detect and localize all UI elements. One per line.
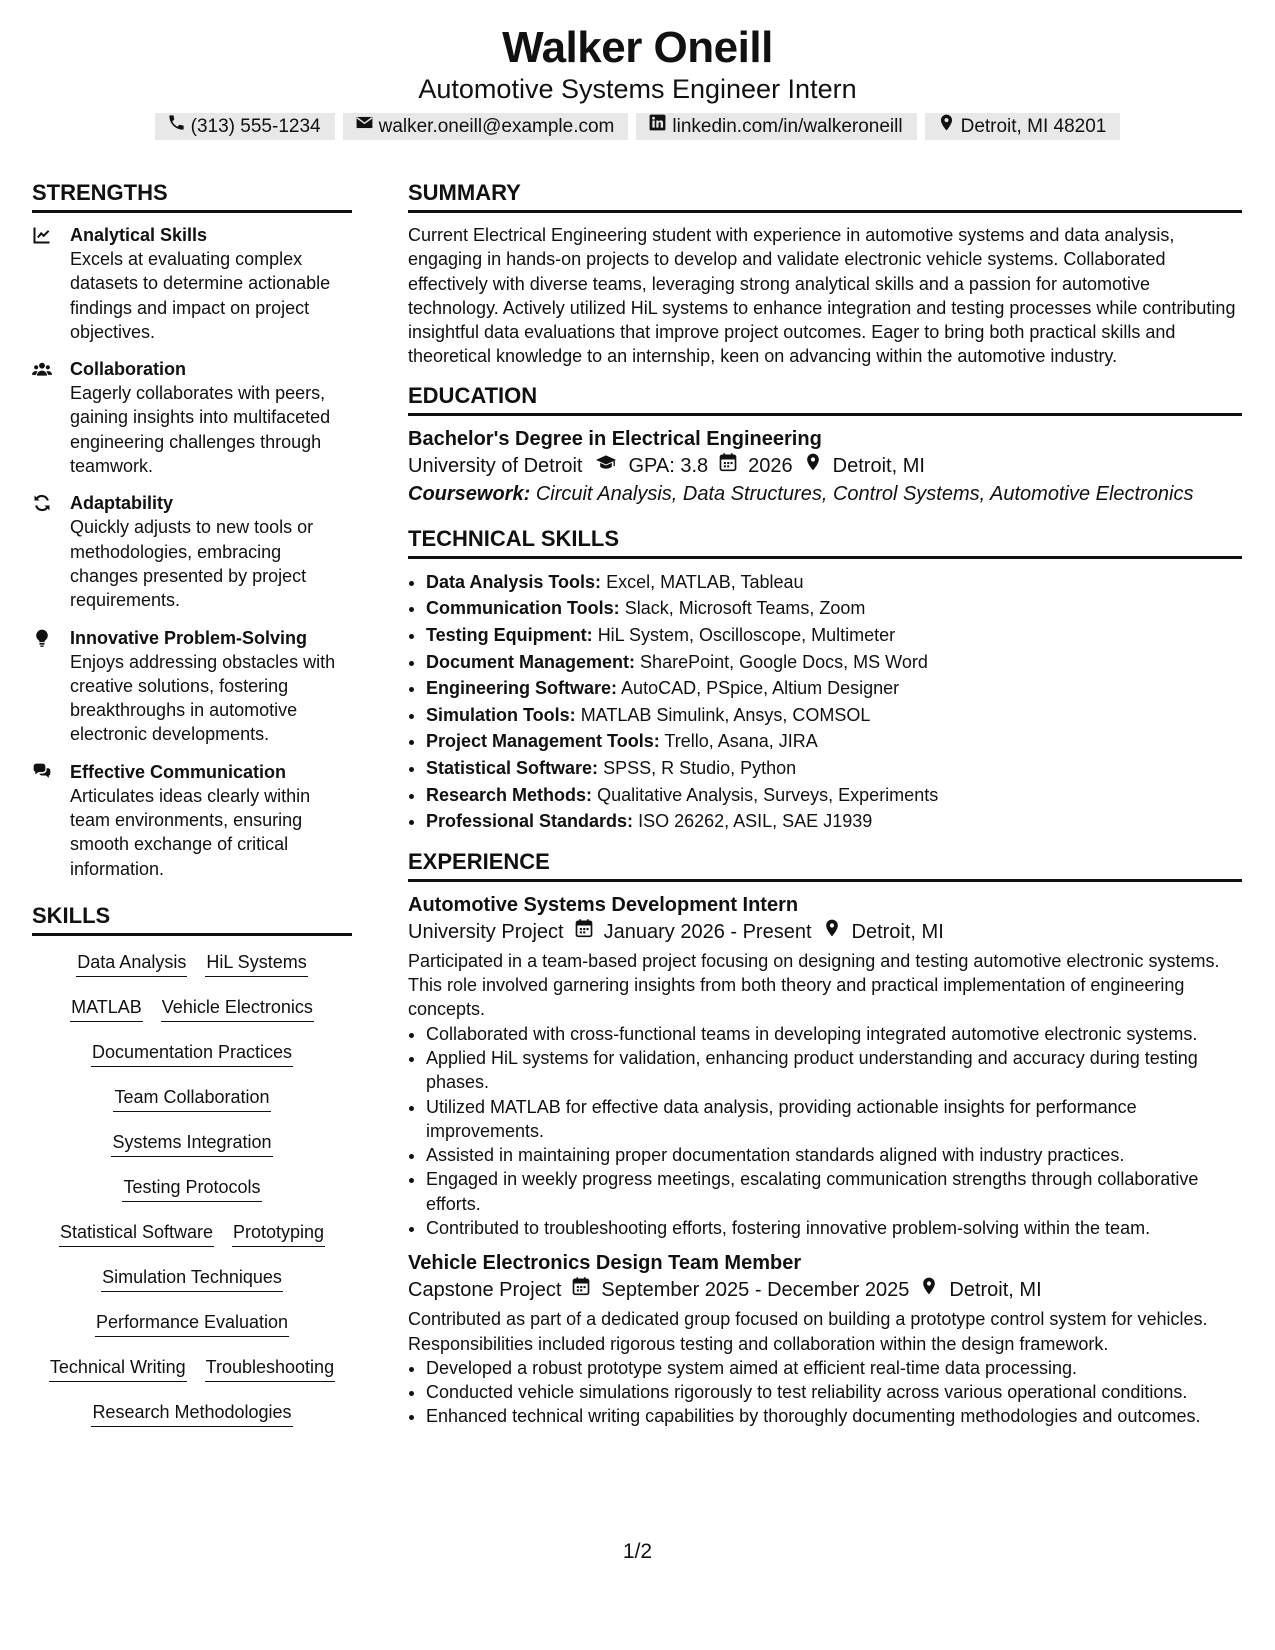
list-item: • Collaborated with cross-functional teams in developing integrated automotive electronic systems. [426, 1022, 1242, 1046]
contact-phone[interactable] [155, 113, 335, 140]
contact-location-text: Detroit, MI 48201 [960, 116, 1107, 137]
strength-item [32, 760, 352, 881]
users-icon [32, 357, 70, 478]
graduation-cap-icon [593, 452, 619, 480]
tech-skill-label: Professional Standards: [426, 811, 634, 832]
tech-skill-value: HiL System, Oscilloscope, Multimeter [597, 624, 896, 645]
strength-desc: Eagerly collaborates with peers, gaining insights into multifaceted engineering challenges through teamwork. [70, 383, 331, 477]
map-pin-icon [937, 113, 956, 140]
gpa: GPA: 3.8 [628, 454, 709, 477]
map-pin-icon [822, 918, 842, 946]
skill-row [32, 1085, 352, 1130]
experience-heading: EXPERIENCE [408, 849, 1242, 882]
page-number: 1/2 [622, 1540, 653, 1563]
skills-heading: SKILLS [32, 903, 352, 936]
skill-tag: Testing Protocols [122, 1175, 261, 1202]
tech-skill-label: Project Management Tools: [426, 731, 660, 752]
job-summary: Contributed as part of a dedicated group focused on building a prototype control system for vehicles. Responsibilities included rigorous testing and collaboration within the design framework. [408, 1309, 1208, 1354]
tech-skill-label: Data Analysis Tools: [426, 571, 602, 592]
tech-skill-value: MATLAB Simulink, Ansys, COMSOL [580, 704, 871, 725]
list-item: • Applied HiL systems for validation, enhancing product understanding and accuracy during testing phases. [426, 1046, 1242, 1095]
summary-text: Current Electrical Engineering student with experience in automotive systems and data analysis, engaging in hands-on projects to develop and validate electronic vehicle systems. Collaborated effectively with diverse teams, leveraging strong analytical skills and a passion for automotive technology. Actively utilized HiL systems to enhance integration and testing processes while contributing insightful data evaluations that improve project outcomes. Eager to bring both practical skills and theoretical knowledge to an internship, keen on advancing within the automotive industry. [408, 225, 1236, 367]
right-column [408, 180, 1242, 1429]
job-dates: January 2026 - Present [603, 920, 812, 943]
skill-tag: Research Methodologies [91, 1400, 292, 1427]
strength-desc: Excels at evaluating complex datasets to determine actionable findings and impact on project objectives. [70, 249, 331, 342]
envelope-icon [355, 113, 374, 140]
linkedin-icon [648, 113, 667, 140]
job-bullets [408, 1356, 1242, 1429]
chart-line-icon [32, 223, 70, 344]
job-dates: September 2025 - December 2025 [601, 1279, 910, 1302]
list-item: • Developed a robust prototype system aimed at efficient real-time data processing. [426, 1356, 1242, 1380]
contact-location [925, 113, 1121, 140]
list-item: • Utilized MATLAB for effective data analysis, providing actionable insights for performance improvements. [426, 1095, 1242, 1144]
skill-row [32, 1175, 352, 1220]
list-item: • Enhanced technical writing capabilities by thoroughly documenting methodologies and outcomes. [426, 1404, 1242, 1428]
list-item [426, 622, 1242, 649]
tech-skill-value: SharePoint, Google Docs, MS Word [640, 651, 928, 672]
skill-tag: Team Collaboration [113, 1085, 270, 1112]
calendar-icon [718, 452, 738, 480]
job-title: Automotive Systems Development Intern [408, 893, 799, 916]
job-meta [408, 1276, 1242, 1304]
skill-tag: MATLAB [70, 995, 143, 1022]
skill-row [32, 1130, 352, 1175]
skill-row [32, 1355, 352, 1400]
list-item [426, 649, 1242, 676]
map-pin-icon [919, 1276, 939, 1304]
contact-email[interactable] [343, 113, 629, 140]
coursework-list: Circuit Analysis, Data Structures, Control Systems, Automotive Electronics [535, 482, 1194, 505]
strength-title: Collaboration [70, 359, 186, 380]
tech-skill-label: Testing Equipment: [426, 624, 593, 645]
skill-tag: Documentation Practices [91, 1040, 293, 1067]
list-item: • Contributed to troubleshooting efforts, fostering innovative problem-solving within the team. [426, 1216, 1242, 1240]
contact-linkedin-text: linkedin.com/in/walkeroneill [672, 116, 903, 137]
tech-skill-value: ISO 26262, ASIL, SAE J1939 [638, 811, 873, 832]
tech-skill-label: Document Management: [426, 651, 636, 672]
skill-tag: HiL Systems [205, 950, 307, 977]
job-summary: Participated in a team-based project focusing on designing and testing automotive electronic systems. This role involved garnering insights from both theory and practical implementation of engineering concepts. [408, 950, 1220, 1020]
skill-tag: Performance Evaluation [95, 1310, 289, 1337]
technical-skills-heading: TECHNICAL SKILLS [408, 526, 1242, 559]
list-item [426, 782, 1242, 809]
skill-row [32, 1400, 352, 1445]
sync-icon [32, 491, 70, 612]
skill-tag: Data Analysis [76, 950, 187, 977]
tech-skill-value: SPSS, R Studio, Python [603, 757, 797, 778]
tech-skill-label: Communication Tools: [426, 598, 620, 619]
candidate-name: Walker Oneill [502, 23, 773, 72]
technical-skills-list [408, 569, 1242, 835]
skill-row [32, 950, 352, 995]
list-item [426, 755, 1242, 782]
tech-skill-label: Research Methods: [426, 784, 593, 805]
skill-tag: Simulation Techniques [101, 1265, 283, 1292]
list-item: • Engaged in weekly progress meetings, escalating communication strengths through collaborative efforts. [426, 1167, 1242, 1216]
coursework-label: Coursework: [408, 482, 531, 505]
skill-row [32, 1040, 352, 1085]
tech-skill-value: Qualitative Analysis, Surveys, Experiments [597, 784, 939, 805]
degree-title: Bachelor's Degree in Electrical Engineering [408, 427, 822, 450]
strength-desc: Articulates ideas clearly within team environments, ensuring smooth exchange of critical information. [70, 785, 311, 879]
job-bullets [408, 1022, 1242, 1241]
strength-title: Analytical Skills [70, 225, 208, 245]
list-item [426, 728, 1242, 755]
list-item [426, 595, 1242, 622]
strength-title: Innovative Problem-Solving [70, 627, 308, 648]
skill-tag: Troubleshooting [205, 1355, 335, 1382]
strength-item [32, 626, 352, 747]
list-item [426, 675, 1242, 702]
job-org: University Project [408, 920, 564, 943]
left-column [32, 180, 352, 1445]
contact-phone-text: (313) 555-1234 [190, 116, 321, 137]
skill-tag: Vehicle Electronics [161, 995, 314, 1022]
job-location: Detroit, MI [851, 920, 944, 943]
skill-row [32, 995, 352, 1040]
tech-skill-value: Trello, Asana, JIRA [664, 731, 818, 752]
list-item [426, 702, 1242, 729]
phone-icon [167, 113, 186, 140]
contact-email-text: walker.oneill@example.com [378, 116, 615, 137]
strength-title: Adaptability [70, 493, 174, 514]
graduation-year: 2026 [748, 454, 793, 477]
strength-desc: Enjoys addressing obstacles with creative solutions, fostering breakthroughs in automotive electronic developments. [70, 651, 336, 745]
skill-row [32, 1265, 352, 1310]
contact-linkedin[interactable] [636, 113, 916, 140]
skill-row [32, 1220, 352, 1265]
list-item: • Conducted vehicle simulations rigorously to test reliability across various operational conditions. [426, 1380, 1242, 1404]
tech-skill-value: Excel, MATLAB, Tableau [606, 571, 804, 592]
strength-desc: Quickly adjusts to new tools or methodologies, embracing changes presented by project requirements. [70, 517, 314, 611]
tech-skill-value: Slack, Microsoft Teams, Zoom [624, 598, 866, 619]
job-title: Vehicle Electronics Design Team Member [408, 1252, 802, 1275]
skill-tag: Technical Writing [49, 1355, 187, 1382]
skills-list [32, 950, 352, 1445]
tech-skill-value: AutoCAD, PSpice, Altium Designer [621, 678, 900, 699]
job-meta [408, 918, 1242, 946]
education-meta [408, 452, 1242, 480]
calendar-icon [574, 918, 594, 946]
map-pin-icon [803, 452, 823, 480]
skill-tag: Systems Integration [111, 1130, 272, 1157]
strength-title: Effective Communication [70, 761, 287, 782]
strength-item [32, 357, 352, 478]
strength-item [32, 491, 352, 612]
school-name: University of Detroit [408, 454, 583, 477]
candidate-title: Automotive Systems Engineer Intern [418, 74, 857, 104]
skill-row [32, 1310, 352, 1355]
calendar-icon [571, 1276, 591, 1304]
tech-skill-label: Simulation Tools: [426, 704, 576, 725]
tech-skill-label: Statistical Software: [426, 757, 599, 778]
lightbulb-icon [32, 626, 70, 747]
summary-heading: SUMMARY [408, 180, 1242, 213]
strengths-heading: STRENGTHS [32, 180, 352, 213]
comments-icon [32, 760, 70, 881]
list-item [426, 569, 1242, 596]
strength-item [32, 223, 352, 344]
contact-bar [0, 113, 1275, 140]
list-item: • Assisted in maintaining proper documentation standards aligned with industry practices. [426, 1143, 1242, 1167]
tech-skill-label: Engineering Software: [426, 678, 618, 699]
job-location: Detroit, MI [949, 1279, 1042, 1302]
list-item [426, 808, 1242, 835]
education-heading: EDUCATION [408, 383, 1242, 416]
education-location: Detroit, MI [832, 454, 925, 477]
job-org: Capstone Project [408, 1279, 562, 1302]
coursework [408, 480, 1242, 508]
skill-tag: Prototyping [232, 1220, 325, 1247]
skill-tag: Statistical Software [59, 1220, 214, 1247]
